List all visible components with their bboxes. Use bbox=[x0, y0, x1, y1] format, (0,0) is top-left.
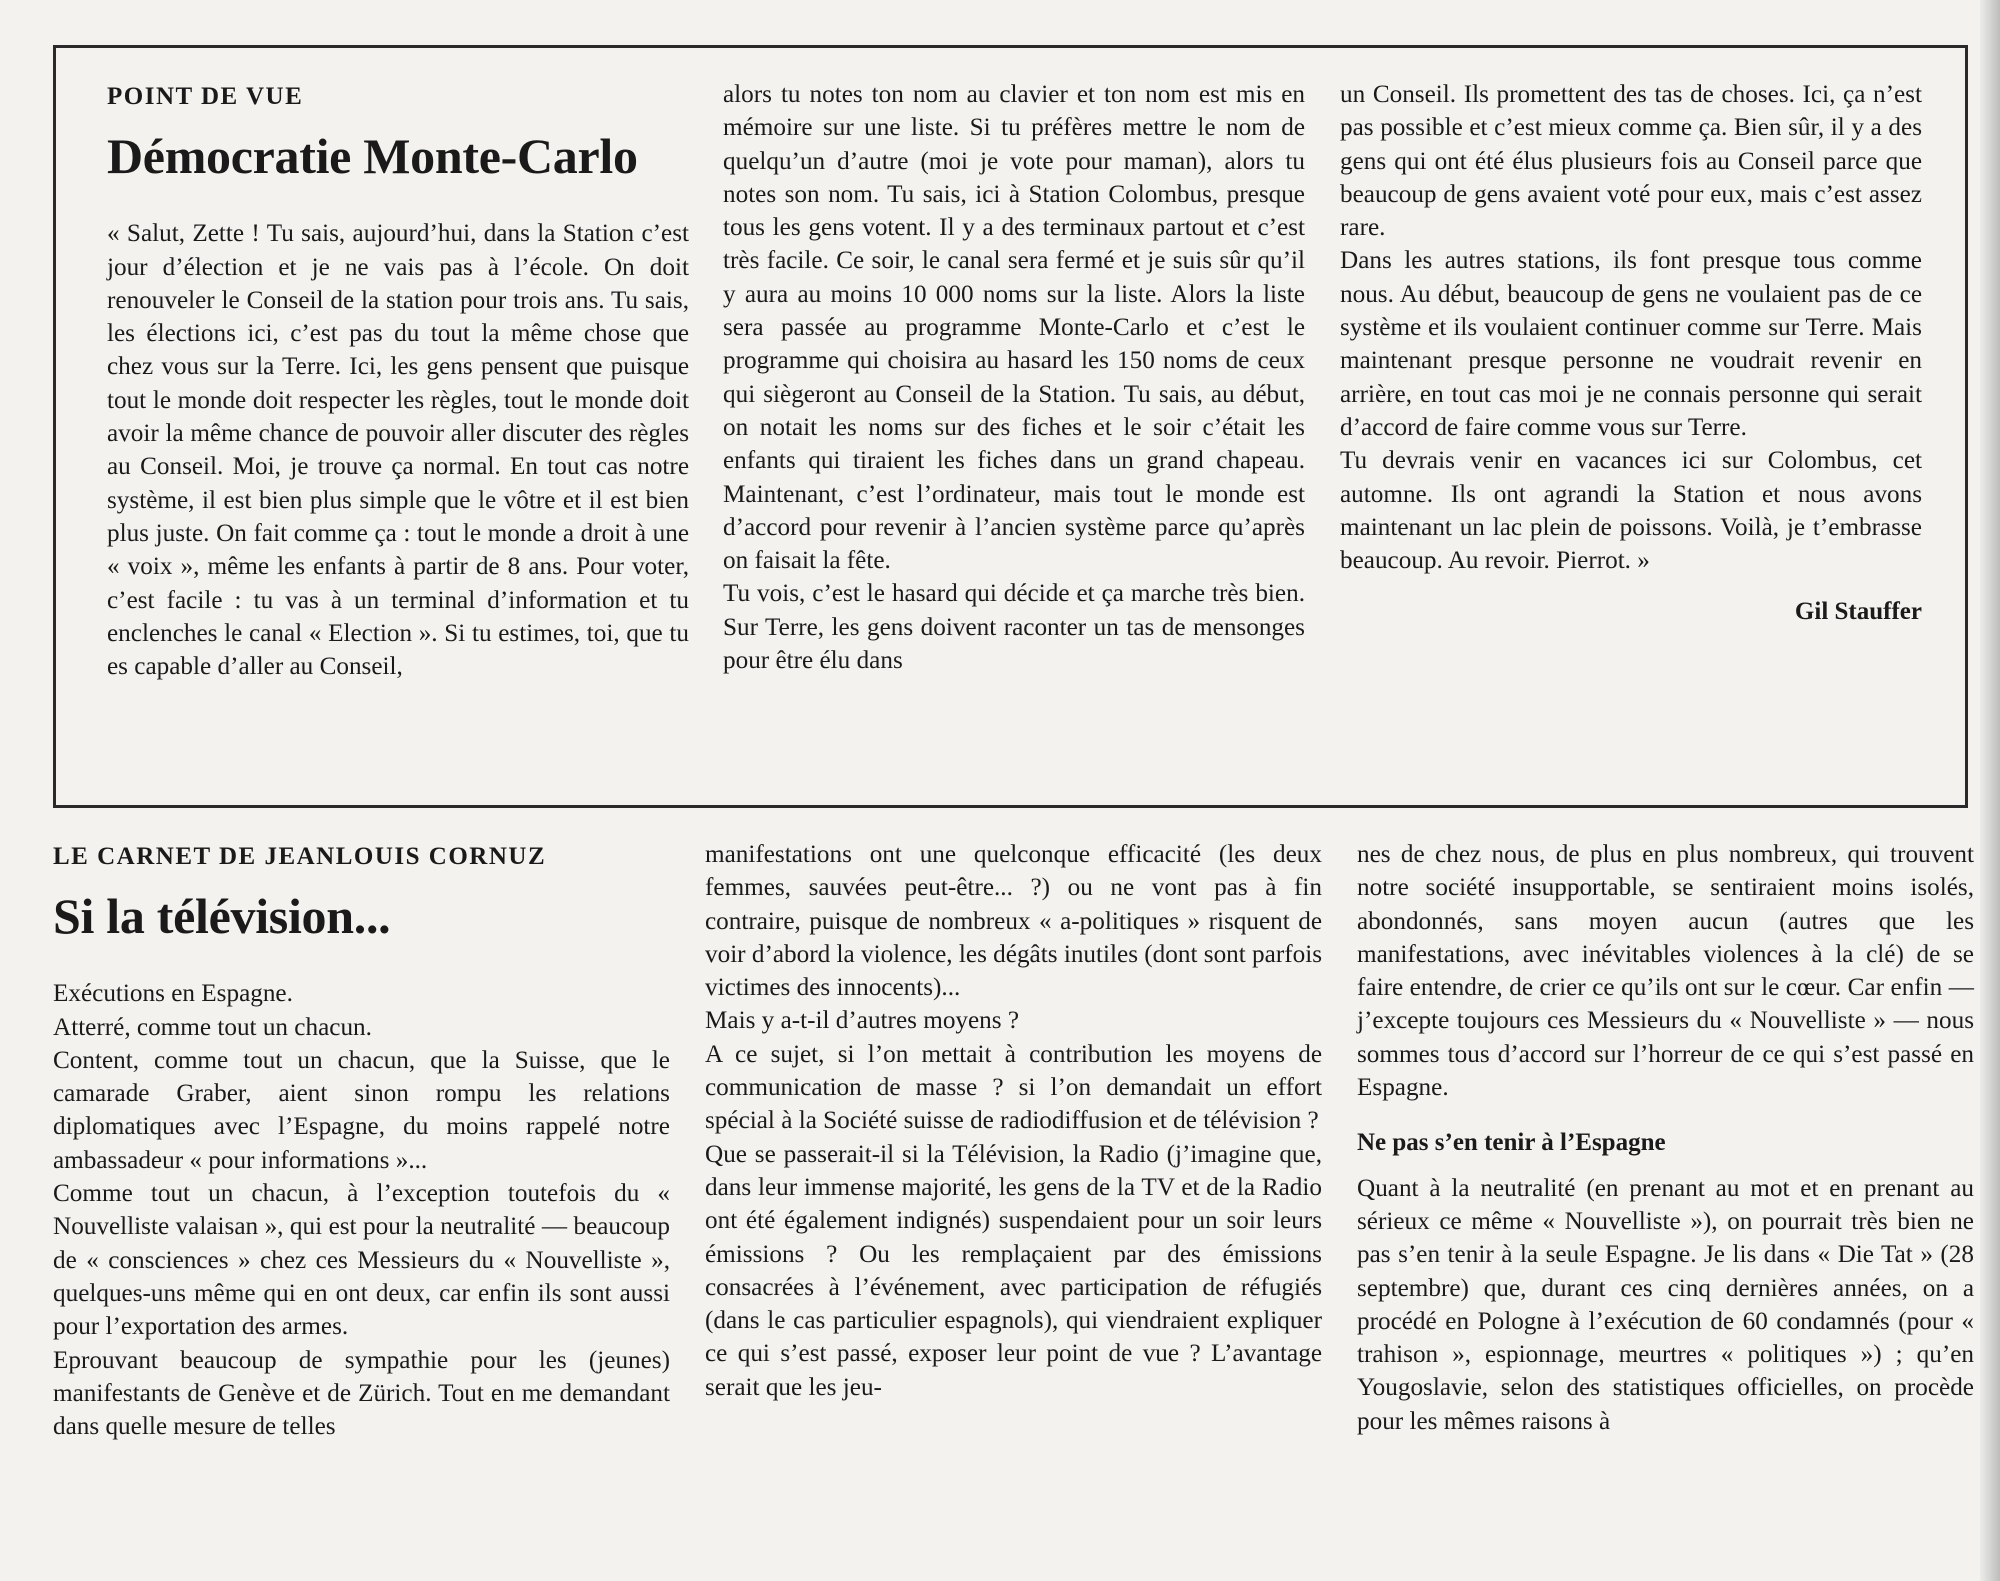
article2-col2 bbox=[705, 838, 1322, 1404]
paragraph: manifestations ont une quelconque efficacité (les deux femmes, sauvées peut-être... ?) ou ne vont pas à fin contraire, puisque de nombreux « a-politiques » risquent de voir d’abord la violence, les dégâts inutiles (dont sont parfois victimes des innocents)... bbox=[705, 841, 1322, 1002]
paragraph: Exécutions en Espagne. bbox=[53, 980, 293, 1008]
article1-title: Démocratie Monte-Carlo bbox=[107, 128, 638, 185]
article1-kicker: POINT DE VUE bbox=[107, 83, 304, 110]
paragraph: un Conseil. Ils promettent des tas de choses. Ici, ça n’est pas possible et c’est mieux comme ça. Bien sûr, il y a des gens qui ont été élus plusieurs fois au Conseil parce que beaucoup de gens avaient voté pour eux, mais c’est assez rare. bbox=[1340, 81, 1922, 242]
paragraph: Comme tout un chacun, à l’exception toutefois du « Nouvelliste valaisan », qui est pour la neutralité — beaucoup de « consciences » chez ces Messieurs du « Nouvelliste », quelques-uns même qui en ont deux, car enfin ils sont aussi pour l’exportation des armes. bbox=[53, 1180, 670, 1341]
paragraph: Quant à la neutralité (en prenant au mot et en prenant au sérieux ce même « Nouvelliste »), on pourrait très bien ne pas s’en tenir à la seule Espagne. Je lis dans « Die Tat » (28 septembre) que, durant ces cinq dernières années, on a procédé en Pologne à l’exécution de 60 condamnés (pour « trahison », espionnage, meurtres « politiques ») ; qu’en Yougoslavie, selon des statistiques officielles, on procède pour les mêmes raisons à bbox=[1357, 1174, 1974, 1435]
article2-title: Si la télévision... bbox=[53, 888, 391, 945]
article2-kicker: LE CARNET DE JEANLOUIS CORNUZ bbox=[53, 843, 547, 870]
paragraph: Eprouvant beaucoup de sympathie pour les (jeunes) manifestants de Genève et de Zürich. Tout en me demandant dans quelle mesure de telles bbox=[53, 1346, 670, 1441]
paragraph: Tu vois, c’est le hasard qui décide et ça marche très bien. Sur Terre, les gens doivent raconter un tas de mensonges pour être élu dans bbox=[723, 580, 1305, 675]
paragraph: Que se passerait-il si la Télévision, la Radio (j’imagine que, dans leur immense majorité, les gens de la TV et de la Radio ont été également indignés) suspendaient pour un soir leurs émissions ? Ou les remplaçaient par des émissions consacrées à l’événement, avec participation de réfugiés (dans le cas particulier espagnols), qui viendraient expliquer ce qui s’est passé, exposer leur point de vue ? L’avantage serait que les jeu- bbox=[705, 1140, 1322, 1401]
article1-author: Gil Stauffer bbox=[1794, 598, 1922, 626]
paragraph: nes de chez nous, de plus en plus nombreux, qui trouvent notre société insupportable, se sentiraient moins isolés, abondonnés, sans moyen aucun (autres que les manifestations, avec inévitables violences à la clé) de se faire entendre, de crier ce qu’ils ont sur le cœur. Car enfin — j’excepte toujours ces Messieurs du « Nouvelliste » — nous sommes tous d’accord sur l’horreur de ce qui s’est passé en Espagne. bbox=[1357, 841, 1974, 1102]
paragraph: Content, comme tout un chacun, que la Suisse, que le camarade Graber, aient sinon rompu les relations diplomatiques avec l’Espagne, du moins rappelé notre ambassadeur « pour informations »... bbox=[53, 1046, 670, 1174]
article2-col3 bbox=[1357, 838, 1974, 1438]
paragraph: « Salut, Zette ! Tu sais, aujourd’hui, dans la Station c’est jour d’élection et je ne vais pas à l’école. On doit renouveler le Conseil de la station pour trois ans. Tu sais, les élections ici, c’est pas du tout la même chose que chez vous sur la Terre. Ici, les gens pensent que puisque tout le monde doit respecter les règles, tout le monde doit avoir la même chance de pouvoir aller discuter des règles au Conseil. Moi, je trouve ça normal. En tout cas notre système, il est bien plus simple que le vôtre et il est bien plus juste. On fait comme ça : tout le monde a droit à une « voix », même les enfants à partir de 8 ans. Pour voter, c’est facile : tu vas à un terminal d’information et tu enclenches le canal « Election ». Si tu estimes, toi, que tu es capable d’aller au Conseil, bbox=[107, 220, 689, 681]
paragraph: Atterré, comme tout un chacun. bbox=[53, 1013, 372, 1041]
article1-col2 bbox=[723, 78, 1305, 677]
paragraph: A ce sujet, si l’on mettait à contribution les moyens de communication de masse ? si l’on demandait un effort spécial à la Société suisse de radiodiffusion et de télévision ? bbox=[705, 1040, 1322, 1135]
paragraph: Mais y a-t-il d’autres moyens ? bbox=[705, 1007, 1020, 1035]
paragraph: Dans les autres stations, ils font presque tous comme nous. Au début, beaucoup de gens ne voulaient pas de ce système et ils voulaient continuer comme sur Terre. Mais maintenant presque personne ne voudrait revenir en arrière, en tout cas moi je ne connais personne qui serait d’accord de faire comme vous sur Terre. bbox=[1340, 247, 1922, 441]
article1-col1 bbox=[107, 80, 689, 683]
page-edge-shadow bbox=[1980, 0, 2000, 1581]
paragraph: Tu devrais venir en vacances ici sur Colombus, cet automne. Ils ont agrandi la Station et nous avons maintenant un lac plein de poissons. Voilà, je t’embrasse beaucoup. Au revoir. Pierrot. » bbox=[1340, 447, 1922, 575]
article2-subhead: Ne pas s’en tenir à l’Espagne bbox=[1357, 1129, 1666, 1157]
paragraph: alors tu notes ton nom au clavier et ton nom est mis en mémoire sur une liste. Si tu préfères mettre le nom de quelqu’un d’autre (moi je vote pour maman), alors tu notes son nom. Tu sais, ici à Station Colombus, presque tous les gens votent. Il y a des terminaux partout et c’est très facile. Ce soir, le canal sera fermé et je suis sûr qu’il y aura au moins 10 000 noms sur la liste. Alors la liste sera passée au programme Monte-Carlo et c’est le programme qui choisira au hasard les 150 noms de ceux qui siègeront au Conseil de la Station. Tu sais, au début, on notait les noms sur des fiches et le soir c’était les enfants qui tiraient les fiches dans un grand chapeau. Maintenant, c’est l’ordinateur, mais tout le monde est d’accord pour revenir à l’ancien système parce qu’après on faisait la fête. bbox=[723, 81, 1305, 575]
article1-col3 bbox=[1340, 78, 1922, 629]
article2-col1 bbox=[53, 840, 670, 1443]
